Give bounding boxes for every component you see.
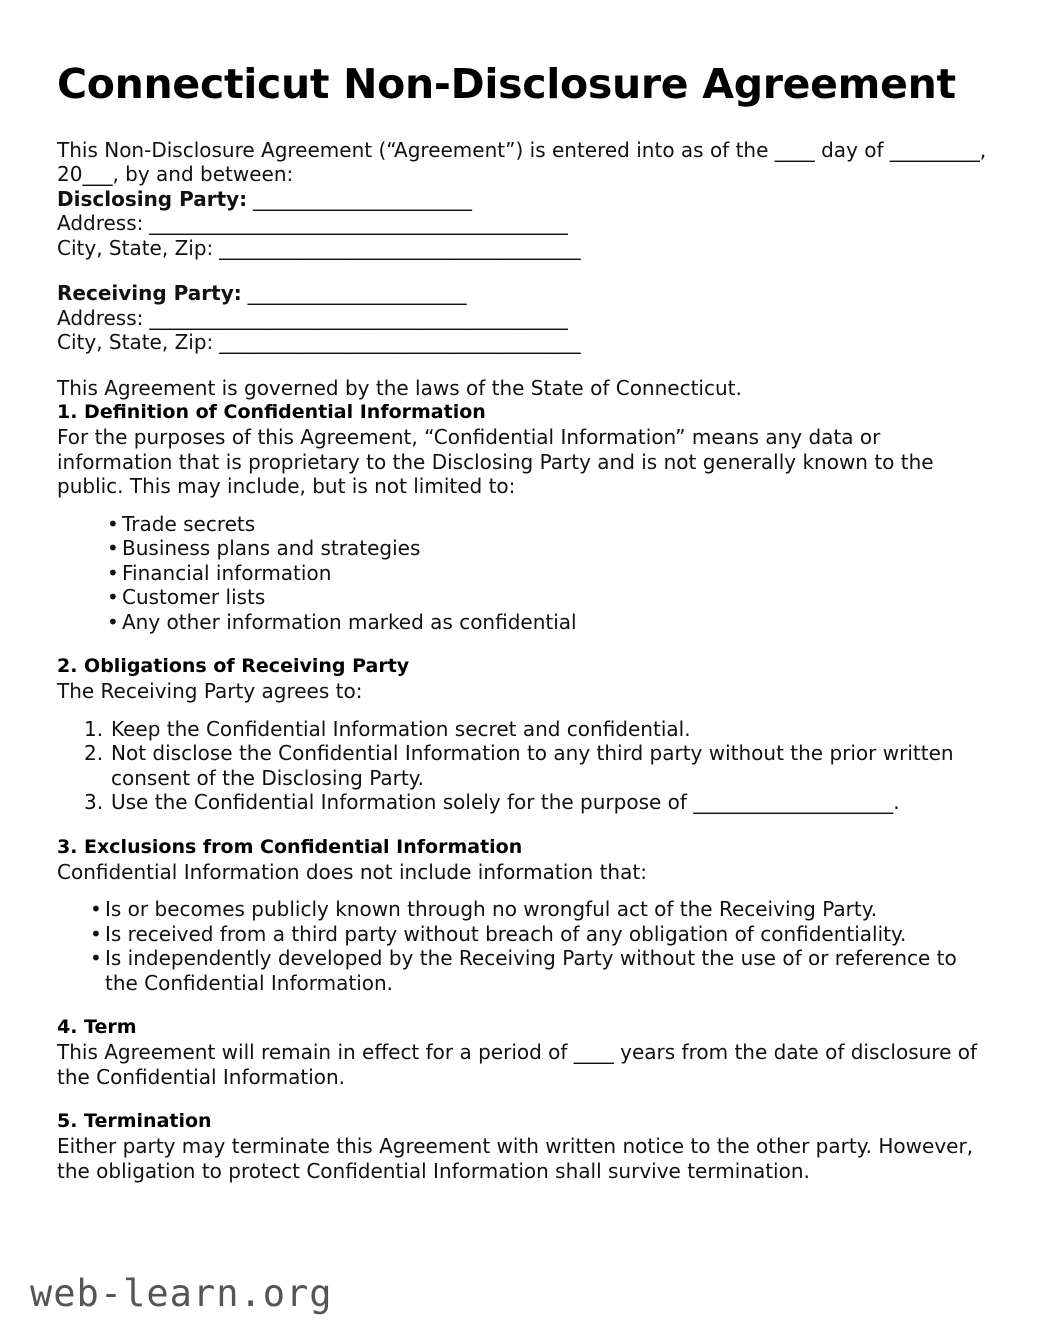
list-item: • Any other information marked as confidential bbox=[107, 610, 990, 635]
list-item: • Financial information bbox=[107, 561, 990, 586]
section-definition bbox=[57, 400, 990, 634]
list-item: • Is or becomes publicly known through no wrongful act of the Receiving Party. bbox=[90, 897, 990, 922]
disclosing-party-label: Disclosing Party: bbox=[57, 186, 248, 211]
intro-paragraph: This Non-Disclosure Agreement (“Agreement”) is entered into as of the ____ day of _________, 20___, by and between: bbox=[57, 137, 987, 187]
page-title: Connecticut Non-Disclosure Agreement bbox=[57, 60, 956, 108]
list-item: Use the Confidential Information solely for the purpose of ____________________. bbox=[111, 790, 900, 815]
list-item: • Business plans and strategies bbox=[107, 536, 990, 561]
receiving-party-address-label: Address: bbox=[57, 305, 144, 330]
receiving-party-city-blank[interactable]: ______________________________________ bbox=[213, 330, 581, 355]
section-2-body: The Receiving Party agrees to: bbox=[57, 679, 363, 704]
section-3-bullet-list bbox=[57, 897, 990, 995]
disclosing-party-block bbox=[57, 187, 990, 261]
list-item: • Trade secrets bbox=[107, 512, 990, 537]
section-termination bbox=[57, 1109, 990, 1183]
section-exclusions bbox=[57, 835, 990, 996]
disclosing-party-city-blank[interactable]: ______________________________________ bbox=[213, 235, 581, 260]
receiving-party-city-line bbox=[57, 330, 990, 355]
disclosing-party-city-line bbox=[57, 236, 990, 261]
section-1-body: For the purposes of this Agreement, “Confidential Information” means any data or information that is proprietary to the Disclosing Party and is not generally known to the public. This may include, but is not limited to: bbox=[57, 425, 934, 499]
receiving-party-blank[interactable]: _______________________ bbox=[241, 281, 467, 306]
receiving-party-label: Receiving Party: bbox=[57, 281, 242, 306]
list-item: • Is received from a third party without breach of any obligation of confidentiality. bbox=[90, 922, 990, 947]
governing-law-paragraph: This Agreement is governed by the laws of the State of Connecticut. bbox=[57, 375, 742, 400]
list-item: Not disclose the Confidential Information to any third party without the prior written consent of the Disclosing Party. bbox=[111, 741, 954, 790]
section-5-body: Either party may terminate this Agreement with written notice to the other party. However, the obligation to protect Confidential Information shall survive termination. bbox=[57, 1134, 974, 1183]
receiving-party-block bbox=[57, 281, 990, 355]
disclosing-party-address-blank[interactable]: ____________________________________________ bbox=[143, 211, 568, 236]
list-item: • Is independently developed by the Receiving Party without the use of or reference to the Confidential Information. bbox=[90, 946, 990, 995]
list-item: Keep the Confidential Information secret and confidential. bbox=[111, 716, 691, 741]
section-2-heading: 2. Obligations of Receiving Party bbox=[57, 655, 410, 678]
disclosing-party-blank[interactable]: _______________________ bbox=[247, 186, 472, 211]
site-watermark: web-learn.org bbox=[30, 1272, 333, 1315]
receiving-party-address-blank[interactable]: ____________________________________________ bbox=[143, 305, 568, 330]
receiving-party-address-line bbox=[57, 306, 990, 331]
section-1-bullet-list bbox=[57, 512, 990, 635]
section-4-body: This Agreement will remain in effect for a period of ____ years from the date of disclosure of the Confidential Information. bbox=[57, 1040, 978, 1089]
disclosing-party-address-label: Address: bbox=[57, 211, 144, 236]
section-2-numbered-list bbox=[57, 717, 990, 815]
disclosing-party-address-line bbox=[57, 211, 990, 236]
section-3-heading: 3. Exclusions from Confidential Information bbox=[57, 835, 523, 858]
section-1-heading: 1. Definition of Confidential Information bbox=[57, 401, 486, 424]
receiving-party-name-line bbox=[57, 281, 990, 306]
receiving-party-city-label: City, State, Zip: bbox=[57, 330, 214, 355]
list-item: • Customer lists bbox=[107, 585, 990, 610]
section-3-body: Confidential Information does not include information that: bbox=[57, 859, 647, 884]
section-obligations bbox=[57, 654, 990, 815]
section-4-heading: 4. Term bbox=[57, 1016, 137, 1039]
disclosing-party-name-line bbox=[57, 187, 990, 212]
section-5-heading: 5. Termination bbox=[57, 1110, 212, 1133]
section-term bbox=[57, 1015, 990, 1089]
disclosing-party-city-label: City, State, Zip: bbox=[57, 235, 214, 260]
